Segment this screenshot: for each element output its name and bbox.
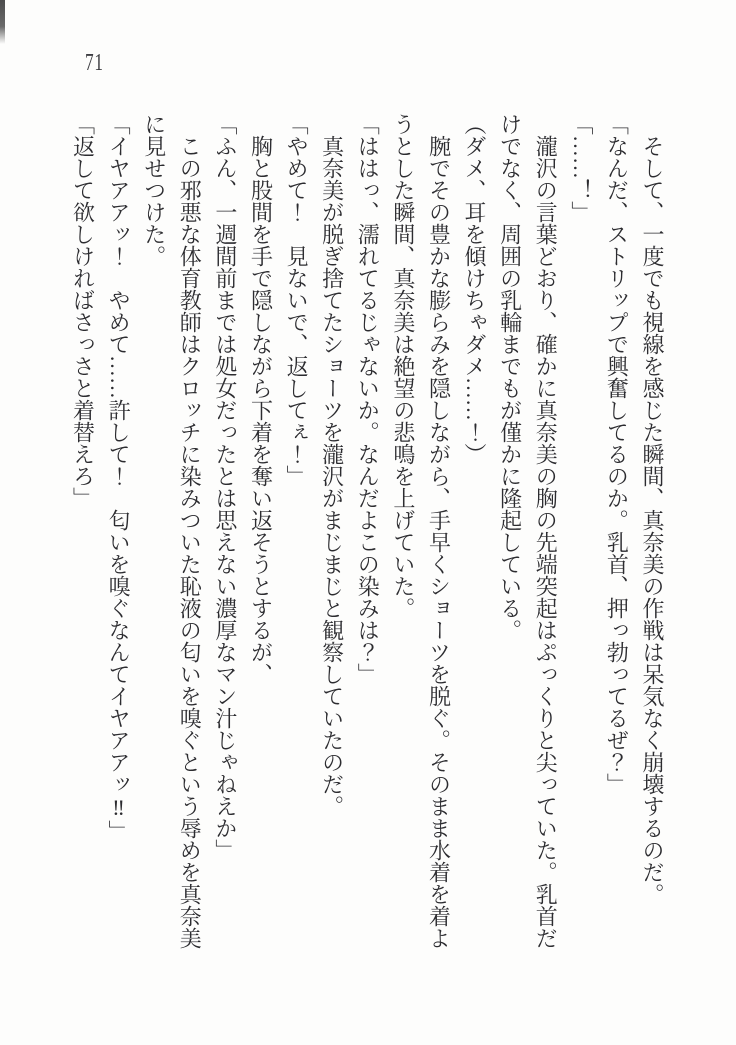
text-line: 瀧沢の言葉どおり、確かに真奈美の胸の先端突起はぷっくりと尖っていた。乳首だけでなく、周囲の乳輪までもが僅かに隆起している。 — [497, 113, 559, 949]
text-line: 胸と股間を手で隠しながら下着を奪い返そうとするが、 — [248, 135, 274, 685]
text-line: 腕でその豊かな膨らみを隠しながら、手早くショーツを脱ぐ。そのまま水着を着ようとした瞬間、真奈美は絶望の悲鳴を上げていた。 — [390, 113, 452, 949]
novel-text-block — [65, 113, 670, 951]
text-line: この邪悪な体育教師はクロッチに染みついた恥液の匂いを嗅ぐという辱めを真奈美に見せつけた。 — [141, 113, 203, 949]
text-line: 「……！」 — [568, 113, 594, 223]
text-line: 「ふん、一週間前までは処女だったとは思えない濃厚なマン汁じゃねえか」 — [212, 113, 238, 861]
text-line: （ダメ、耳を傾けちゃダメ……！） — [462, 113, 488, 465]
text-line: 真奈美が脱ぎ捨てたショーツを瀧沢がまじまじと観察していたのだ。 — [319, 135, 345, 817]
text-line: 「返して欲しければさっさと着替えろ」 — [70, 113, 96, 509]
text-line: 「イヤアアッ！ やめて……許して！ 匂いを嗅ぐなんてイヤアアッ‼」 — [106, 113, 132, 842]
page-number: 71 — [85, 50, 104, 76]
text-line: そして、一度でも視線を感じた瞬間、真奈美の作戦は呆気なく崩壊するのだ。 — [640, 135, 665, 905]
text-line: 「ははっ、濡れてるじゃないか。なんだよこの染みは？」 — [355, 113, 381, 685]
text-line: 「なんだ、ストリップで興奮してるのか。乳首、押っ勃ってるぜ？」 — [604, 113, 630, 795]
text-line: 「やめて！ 見ないで、返してぇ！」 — [284, 113, 310, 487]
scan-edge-artifact — [0, 0, 5, 44]
